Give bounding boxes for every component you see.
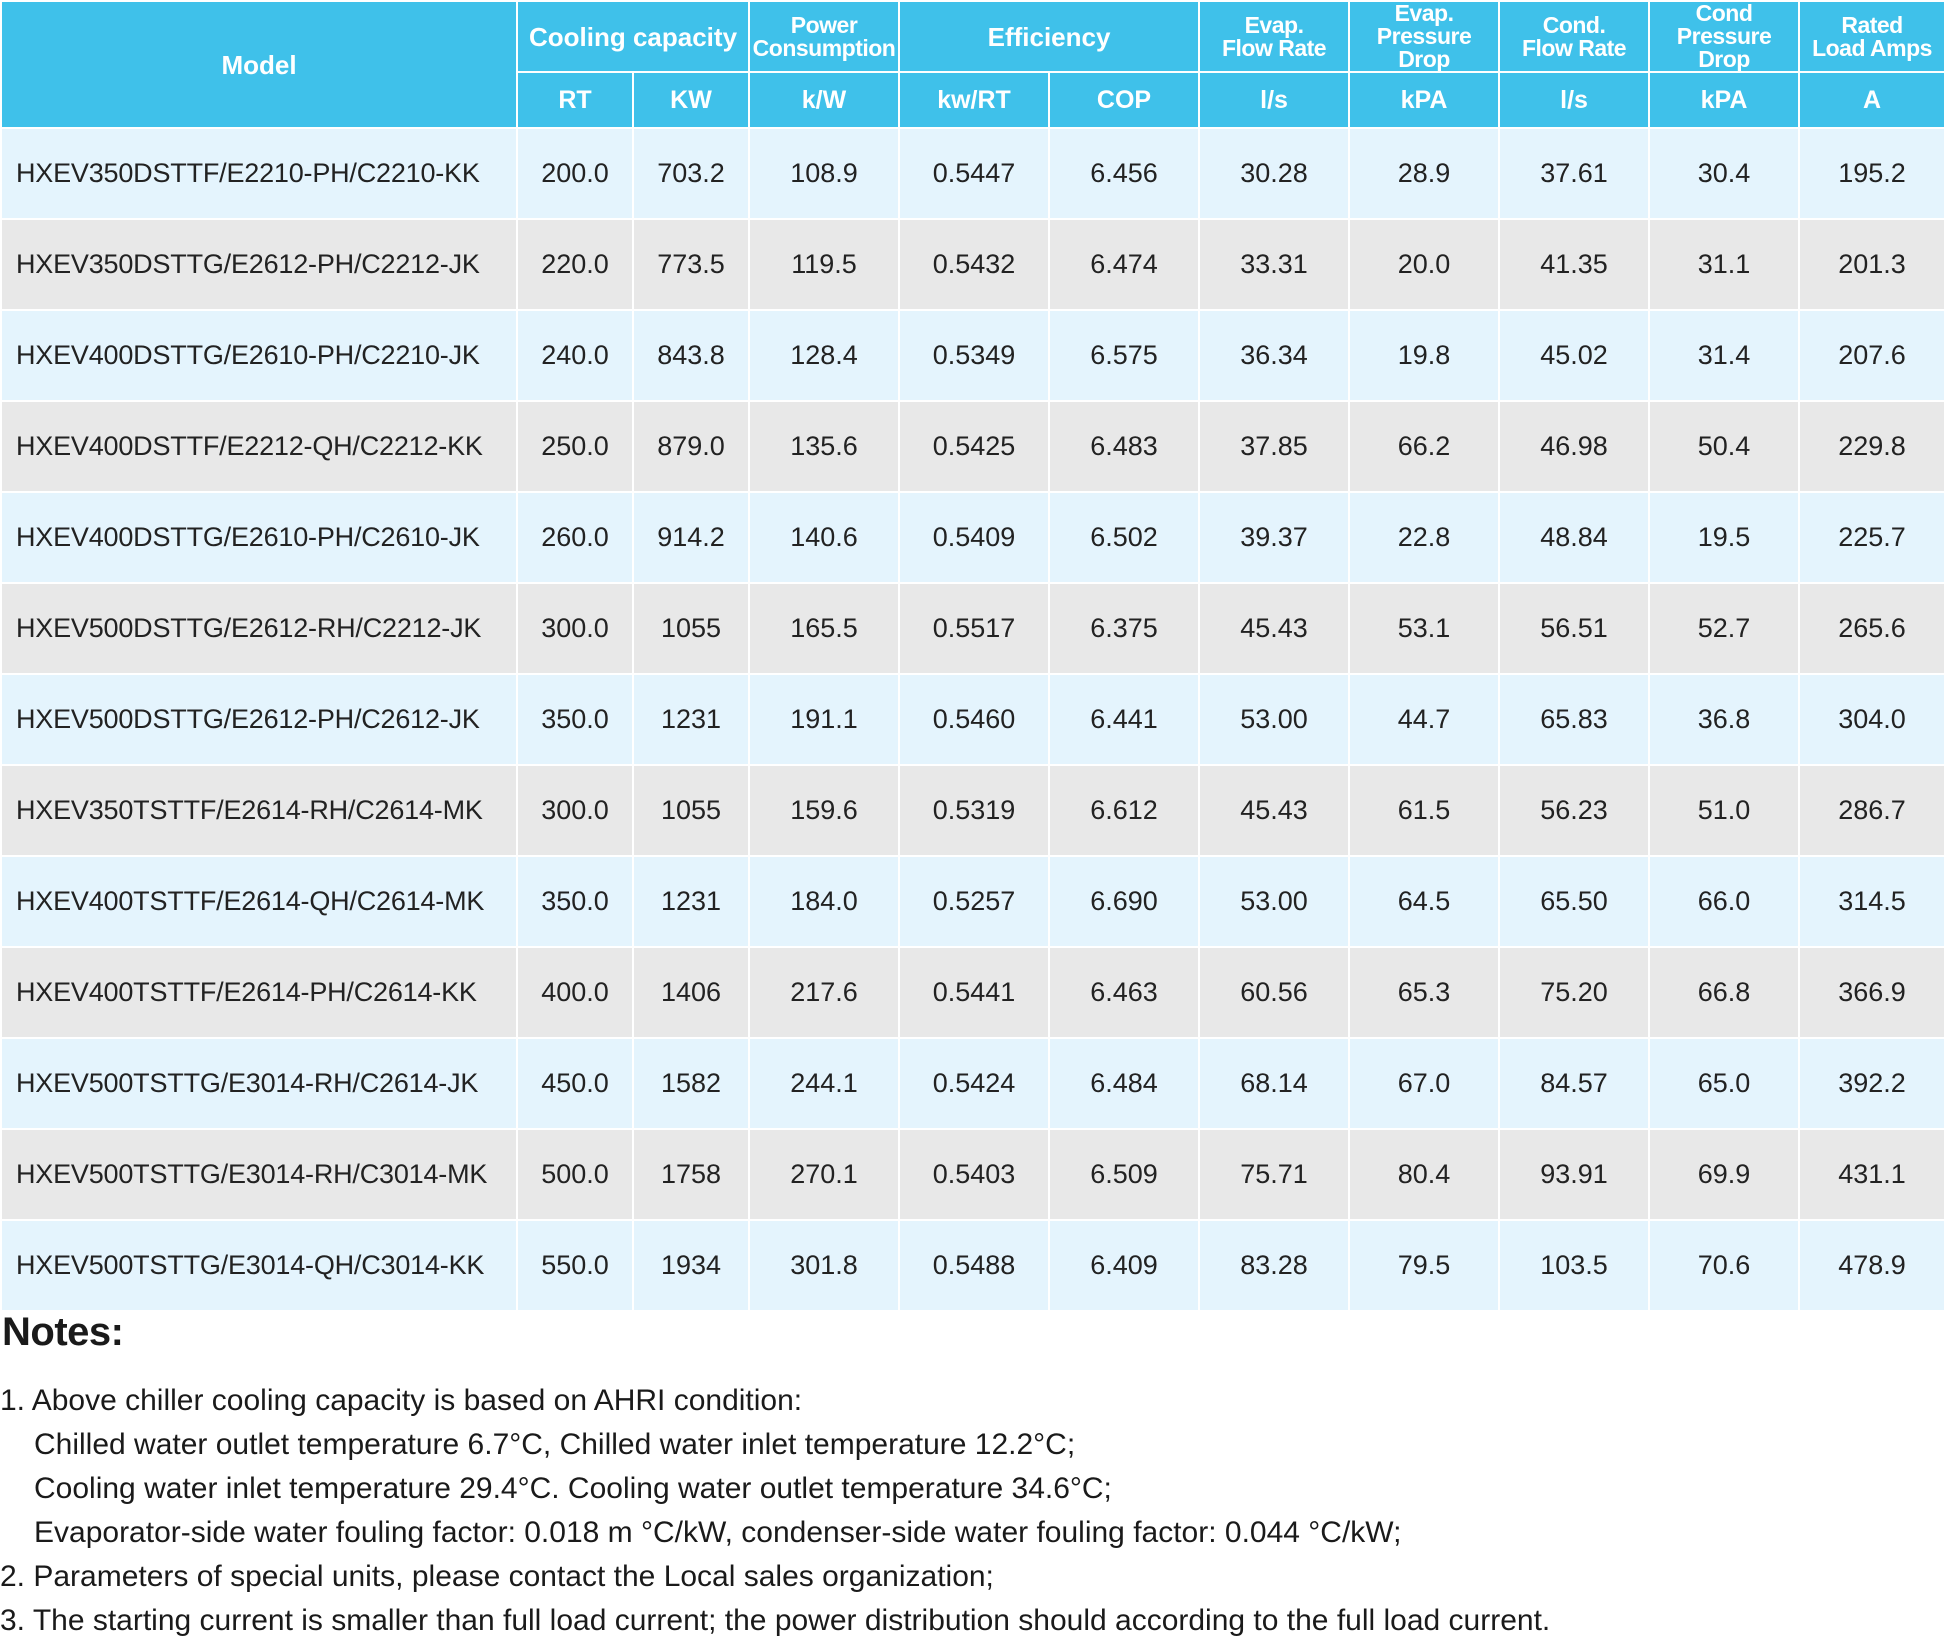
value-cell: 217.6 bbox=[749, 947, 899, 1038]
value-cell: 244.1 bbox=[749, 1038, 899, 1129]
value-cell: 1582 bbox=[633, 1038, 749, 1129]
value-cell: 0.5424 bbox=[899, 1038, 1049, 1129]
table-body bbox=[1, 128, 1944, 1311]
value-cell: 19.5 bbox=[1649, 492, 1799, 583]
value-cell: 61.5 bbox=[1349, 765, 1499, 856]
value-cell: 301.8 bbox=[749, 1220, 899, 1311]
unit-evap-flow: l/s bbox=[1199, 72, 1349, 128]
unit-cond-flow: l/s bbox=[1499, 72, 1649, 128]
value-cell: 1934 bbox=[633, 1220, 749, 1311]
value-cell: 56.51 bbox=[1499, 583, 1649, 674]
value-cell: 119.5 bbox=[749, 219, 899, 310]
value-cell: 314.5 bbox=[1799, 856, 1944, 947]
value-cell: 366.9 bbox=[1799, 947, 1944, 1038]
header-efficiency: Efficiency bbox=[899, 1, 1199, 72]
value-cell: 6.509 bbox=[1049, 1129, 1199, 1220]
value-cell: 22.8 bbox=[1349, 492, 1499, 583]
value-cell: 300.0 bbox=[517, 583, 633, 674]
value-cell: 1231 bbox=[633, 674, 749, 765]
value-cell: 108.9 bbox=[749, 128, 899, 219]
value-cell: 70.6 bbox=[1649, 1220, 1799, 1311]
value-cell: 0.5517 bbox=[899, 583, 1049, 674]
model-cell: HXEV500TSTTG/E3014-RH/C3014-MK bbox=[1, 1129, 517, 1220]
value-cell: 300.0 bbox=[517, 765, 633, 856]
value-cell: 36.8 bbox=[1649, 674, 1799, 765]
unit-amps: A bbox=[1799, 72, 1944, 128]
header-evap-pressure-drop: Evap. Pressure Drop bbox=[1349, 1, 1499, 72]
value-cell: 0.5441 bbox=[899, 947, 1049, 1038]
value-cell: 0.5447 bbox=[899, 128, 1049, 219]
value-cell: 6.463 bbox=[1049, 947, 1199, 1038]
value-cell: 6.484 bbox=[1049, 1038, 1199, 1129]
value-cell: 46.98 bbox=[1499, 401, 1649, 492]
value-cell: 1231 bbox=[633, 856, 749, 947]
note-line: Cooling water inlet temperature 29.4°C. Cooling water outlet temperature 34.6°C; bbox=[34, 1472, 1112, 1505]
value-cell: 30.4 bbox=[1649, 128, 1799, 219]
value-cell: 207.6 bbox=[1799, 310, 1944, 401]
note-line: 2. Parameters of special units, please contact the Local sales organization; bbox=[0, 1560, 994, 1593]
value-cell: 6.409 bbox=[1049, 1220, 1199, 1311]
model-cell: HXEV350DSTTF/E2210-PH/C2210-KK bbox=[1, 128, 517, 219]
unit-kw-power: k/W bbox=[749, 72, 899, 128]
model-cell: HXEV500DSTTG/E2612-RH/C2212-JK bbox=[1, 583, 517, 674]
header-power-consumption: Power Consumption bbox=[749, 1, 899, 72]
value-cell: 83.28 bbox=[1199, 1220, 1349, 1311]
value-cell: 6.474 bbox=[1049, 219, 1199, 310]
value-cell: 6.575 bbox=[1049, 310, 1199, 401]
model-cell: HXEV400DSTTG/E2610-PH/C2210-JK bbox=[1, 310, 517, 401]
value-cell: 30.28 bbox=[1199, 128, 1349, 219]
table-row bbox=[1, 583, 1944, 674]
header-cond-pressure-drop: Cond Pressure Drop bbox=[1649, 1, 1799, 72]
value-cell: 48.84 bbox=[1499, 492, 1649, 583]
value-cell: 6.612 bbox=[1049, 765, 1199, 856]
value-cell: 37.61 bbox=[1499, 128, 1649, 219]
value-cell: 392.2 bbox=[1799, 1038, 1944, 1129]
value-cell: 56.23 bbox=[1499, 765, 1649, 856]
unit-cop: COP bbox=[1049, 72, 1199, 128]
value-cell: 135.6 bbox=[749, 401, 899, 492]
table-row bbox=[1, 219, 1944, 310]
table-header bbox=[1, 1, 1944, 128]
value-cell: 304.0 bbox=[1799, 674, 1944, 765]
value-cell: 128.4 bbox=[749, 310, 899, 401]
value-cell: 431.1 bbox=[1799, 1129, 1944, 1220]
value-cell: 1055 bbox=[633, 583, 749, 674]
value-cell: 0.5319 bbox=[899, 765, 1049, 856]
value-cell: 65.3 bbox=[1349, 947, 1499, 1038]
value-cell: 66.0 bbox=[1649, 856, 1799, 947]
table-row bbox=[1, 1220, 1944, 1311]
value-cell: 250.0 bbox=[517, 401, 633, 492]
value-cell: 1758 bbox=[633, 1129, 749, 1220]
value-cell: 45.02 bbox=[1499, 310, 1649, 401]
value-cell: 0.5460 bbox=[899, 674, 1049, 765]
value-cell: 500.0 bbox=[517, 1129, 633, 1220]
value-cell: 165.5 bbox=[749, 583, 899, 674]
unit-kw-per-rt: kw/RT bbox=[899, 72, 1049, 128]
model-cell: HXEV350TSTTF/E2614-RH/C2614-MK bbox=[1, 765, 517, 856]
value-cell: 53.00 bbox=[1199, 856, 1349, 947]
value-cell: 879.0 bbox=[633, 401, 749, 492]
header-evap-flow-rate: Evap. Flow Rate bbox=[1199, 1, 1349, 72]
header-cond-flow-rate: Cond. Flow Rate bbox=[1499, 1, 1649, 72]
value-cell: 66.8 bbox=[1649, 947, 1799, 1038]
value-cell: 31.4 bbox=[1649, 310, 1799, 401]
value-cell: 229.8 bbox=[1799, 401, 1944, 492]
unit-cond-pressure: kPA bbox=[1649, 72, 1799, 128]
value-cell: 80.4 bbox=[1349, 1129, 1499, 1220]
value-cell: 64.5 bbox=[1349, 856, 1499, 947]
value-cell: 195.2 bbox=[1799, 128, 1944, 219]
value-cell: 84.57 bbox=[1499, 1038, 1649, 1129]
value-cell: 265.6 bbox=[1799, 583, 1944, 674]
table-row bbox=[1, 1129, 1944, 1220]
value-cell: 1406 bbox=[633, 947, 749, 1038]
table-row bbox=[1, 401, 1944, 492]
value-cell: 240.0 bbox=[517, 310, 633, 401]
value-cell: 184.0 bbox=[749, 856, 899, 947]
table-row bbox=[1, 310, 1944, 401]
value-cell: 0.5349 bbox=[899, 310, 1049, 401]
value-cell: 75.71 bbox=[1199, 1129, 1349, 1220]
unit-kw: KW bbox=[633, 72, 749, 128]
value-cell: 260.0 bbox=[517, 492, 633, 583]
table-row bbox=[1, 765, 1944, 856]
value-cell: 159.6 bbox=[749, 765, 899, 856]
model-cell: HXEV400TSTTF/E2614-PH/C2614-KK bbox=[1, 947, 517, 1038]
table-row bbox=[1, 674, 1944, 765]
model-cell: HXEV500DSTTG/E2612-PH/C2612-JK bbox=[1, 674, 517, 765]
value-cell: 201.3 bbox=[1799, 219, 1944, 310]
header-model: Model bbox=[1, 1, 517, 128]
value-cell: 6.690 bbox=[1049, 856, 1199, 947]
notes-section bbox=[0, 1310, 1944, 1643]
value-cell: 0.5432 bbox=[899, 219, 1049, 310]
value-cell: 66.2 bbox=[1349, 401, 1499, 492]
value-cell: 773.5 bbox=[633, 219, 749, 310]
model-cell: HXEV500TSTTG/E3014-QH/C3014-KK bbox=[1, 1220, 517, 1311]
value-cell: 65.50 bbox=[1499, 856, 1649, 947]
table-row bbox=[1, 947, 1944, 1038]
value-cell: 270.1 bbox=[749, 1129, 899, 1220]
value-cell: 67.0 bbox=[1349, 1038, 1499, 1129]
value-cell: 200.0 bbox=[517, 128, 633, 219]
header-cooling-capacity: Cooling capacity bbox=[517, 1, 749, 72]
value-cell: 65.0 bbox=[1649, 1038, 1799, 1129]
value-cell: 286.7 bbox=[1799, 765, 1944, 856]
value-cell: 1055 bbox=[633, 765, 749, 856]
value-cell: 33.31 bbox=[1199, 219, 1349, 310]
value-cell: 68.14 bbox=[1199, 1038, 1349, 1129]
value-cell: 220.0 bbox=[517, 219, 633, 310]
value-cell: 0.5403 bbox=[899, 1129, 1049, 1220]
value-cell: 75.20 bbox=[1499, 947, 1649, 1038]
value-cell: 53.1 bbox=[1349, 583, 1499, 674]
value-cell: 350.0 bbox=[517, 856, 633, 947]
header-rated-load-amps: Rated Load Amps bbox=[1799, 1, 1944, 72]
value-cell: 79.5 bbox=[1349, 1220, 1499, 1311]
model-cell: HXEV400TSTTF/E2614-QH/C2614-MK bbox=[1, 856, 517, 947]
note-line: 1. Above chiller cooling capacity is based on AHRI condition: bbox=[0, 1384, 803, 1417]
value-cell: 914.2 bbox=[633, 492, 749, 583]
note-line: 3. The starting current is smaller than full load current; the power distribution should according to the full load current. bbox=[0, 1604, 1551, 1637]
value-cell: 19.8 bbox=[1349, 310, 1499, 401]
value-cell: 0.5488 bbox=[899, 1220, 1049, 1311]
value-cell: 0.5425 bbox=[899, 401, 1049, 492]
value-cell: 28.9 bbox=[1349, 128, 1499, 219]
model-cell: HXEV500TSTTG/E3014-RH/C2614-JK bbox=[1, 1038, 517, 1129]
table-row bbox=[1, 492, 1944, 583]
value-cell: 6.483 bbox=[1049, 401, 1199, 492]
value-cell: 45.43 bbox=[1199, 765, 1349, 856]
value-cell: 225.7 bbox=[1799, 492, 1944, 583]
table-row bbox=[1, 1038, 1944, 1129]
value-cell: 703.2 bbox=[633, 128, 749, 219]
value-cell: 39.37 bbox=[1199, 492, 1349, 583]
model-cell: HXEV400DSTTF/E2212-QH/C2212-KK bbox=[1, 401, 517, 492]
unit-rt: RT bbox=[517, 72, 633, 128]
value-cell: 191.1 bbox=[749, 674, 899, 765]
value-cell: 478.9 bbox=[1799, 1220, 1944, 1311]
value-cell: 6.375 bbox=[1049, 583, 1199, 674]
value-cell: 6.456 bbox=[1049, 128, 1199, 219]
value-cell: 41.35 bbox=[1499, 219, 1649, 310]
value-cell: 51.0 bbox=[1649, 765, 1799, 856]
table-row bbox=[1, 856, 1944, 947]
value-cell: 37.85 bbox=[1199, 401, 1349, 492]
value-cell: 450.0 bbox=[517, 1038, 633, 1129]
value-cell: 93.91 bbox=[1499, 1129, 1649, 1220]
model-cell: HXEV350DSTTG/E2612-PH/C2212-JK bbox=[1, 219, 517, 310]
value-cell: 69.9 bbox=[1649, 1129, 1799, 1220]
value-cell: 843.8 bbox=[633, 310, 749, 401]
value-cell: 400.0 bbox=[517, 947, 633, 1038]
value-cell: 103.5 bbox=[1499, 1220, 1649, 1311]
table-row bbox=[1, 128, 1944, 219]
note-line: Chilled water outlet temperature 6.7°C, Chilled water inlet temperature 12.2°C; bbox=[34, 1428, 1076, 1461]
value-cell: 6.441 bbox=[1049, 674, 1199, 765]
note-line: Evaporator-side water fouling factor: 0.018 m °C/kW, condenser-side water fouling factor: 0.044 °C/kW; bbox=[34, 1516, 1402, 1549]
unit-evap-pressure: kPA bbox=[1349, 72, 1499, 128]
value-cell: 0.5409 bbox=[899, 492, 1049, 583]
value-cell: 45.43 bbox=[1199, 583, 1349, 674]
value-cell: 36.34 bbox=[1199, 310, 1349, 401]
value-cell: 65.83 bbox=[1499, 674, 1649, 765]
value-cell: 60.56 bbox=[1199, 947, 1349, 1038]
value-cell: 50.4 bbox=[1649, 401, 1799, 492]
value-cell: 31.1 bbox=[1649, 219, 1799, 310]
value-cell: 0.5257 bbox=[899, 856, 1049, 947]
value-cell: 350.0 bbox=[517, 674, 633, 765]
value-cell: 44.7 bbox=[1349, 674, 1499, 765]
value-cell: 550.0 bbox=[517, 1220, 633, 1311]
value-cell: 53.00 bbox=[1199, 674, 1349, 765]
value-cell: 20.0 bbox=[1349, 219, 1499, 310]
model-cell: HXEV400DSTTG/E2610-PH/C2610-JK bbox=[1, 492, 517, 583]
notes-title: Notes: bbox=[2, 1310, 124, 1354]
value-cell: 52.7 bbox=[1649, 583, 1799, 674]
value-cell: 6.502 bbox=[1049, 492, 1199, 583]
value-cell: 140.6 bbox=[749, 492, 899, 583]
